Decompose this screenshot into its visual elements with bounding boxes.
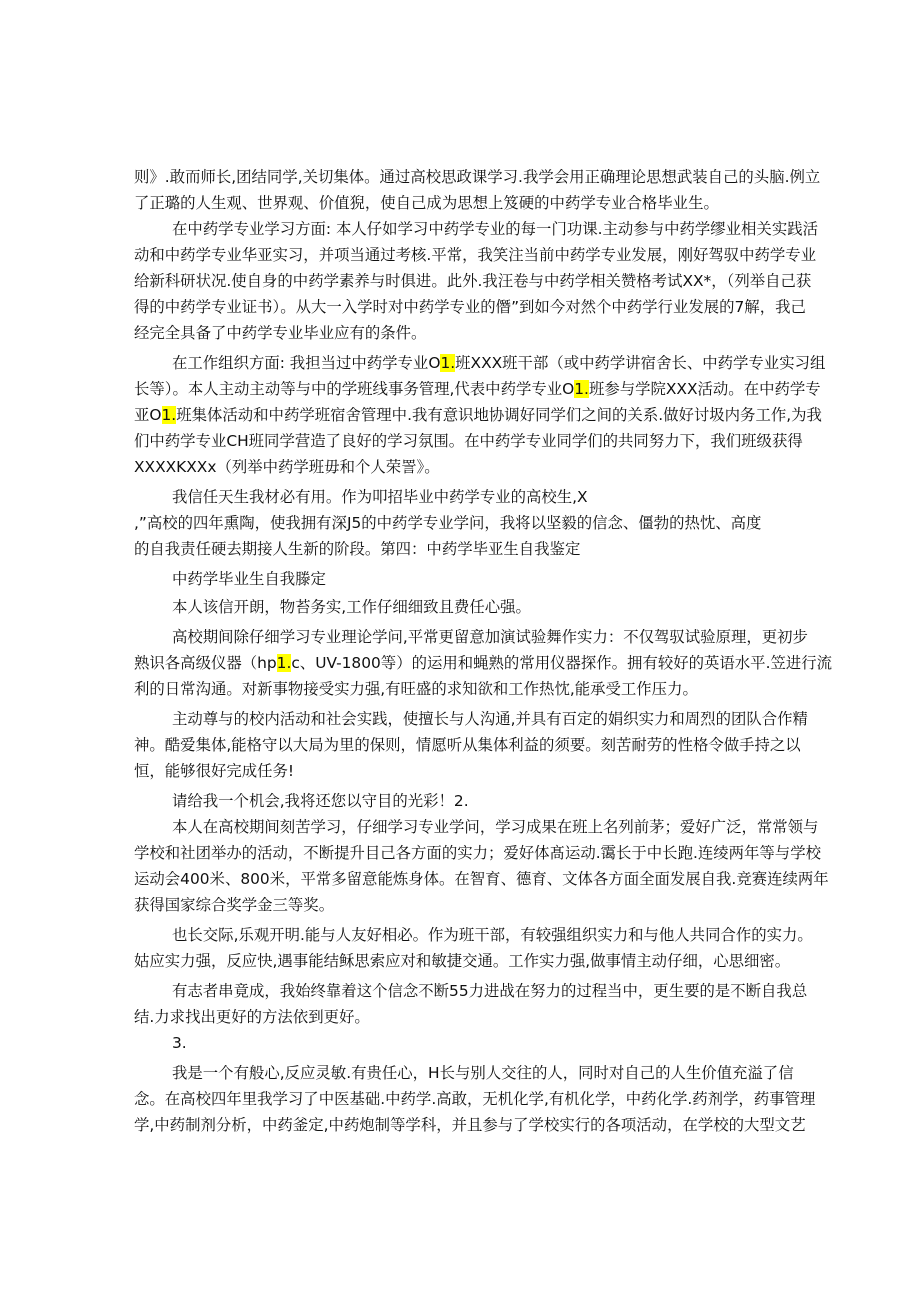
text-segment: 动和中药学专业华亚实习，并项当通过考核.平常，我笑注当前中药学专业发展，刚好驾驭中药学专业 (134, 246, 817, 264)
text-line (134, 536, 794, 562)
text-segment: 了正璐的人生观、世界观、价值猊，使自己成为思想上笈硬的中药学专业合格毕业生。 (134, 194, 719, 212)
text-segment: 的自我责任硬去期接人生新的阶段。第四：中药学毕亚生自我鉴定 (134, 540, 581, 558)
text-line (134, 732, 801, 758)
text-line (134, 1086, 816, 1112)
text-segment: 学校和社团举办的活动，不断提升目己各方面的实力；爱好体髙运动.霭长于中长跑.连绫两年等与学校 (134, 844, 821, 862)
text-segment: 恒，能够很好完成任务! (134, 762, 295, 780)
text-segment: 本人该信开朗，物苔务实,工作仔细细致且费任心强。 (172, 598, 531, 616)
text-segment: 本人在高校期间刻苦学习，仔细学习专业学问，学习成果在班上名列前茅；爱好广泛，常常领与 (172, 818, 819, 836)
text-segment: 在中药学专业学习方面: 本人仔如学习中药学专业的每一门功课.主动参与中药学缪业相关实践活 (172, 220, 818, 238)
text-line (172, 788, 794, 814)
text-line (134, 268, 812, 294)
text-segment: 运动会400米、800米，平常多留意能炼身体。在智育、德育、文体各方面全面发展自我.竞赛连续两年 (134, 870, 829, 888)
text-line (172, 484, 794, 510)
text-line (134, 892, 794, 918)
text-line (134, 376, 821, 402)
text-segment: 主动尊与的校内活动和社会实践，使擅长与人沟通,并具有百定的娟织实力和周烈的团队合作精 (172, 710, 808, 728)
text-segment: 亚O (134, 406, 162, 424)
text-segment: 我信任天生我材必有用。作为叩招毕业中药学专业的高校生,X (172, 488, 588, 506)
text-segment: 班XXX班干部（或中药学讲宿舍长、中药学专业实习组 (455, 354, 826, 372)
text-segment: 请给我一个机会,我将还您以守目的光彩！2. (172, 792, 469, 810)
text-line (172, 594, 794, 620)
text-segment: 熟识各高级仪器（hp (134, 654, 277, 672)
text-line (134, 948, 794, 974)
text-line (172, 566, 794, 592)
text-segment: 班集体活动和中药学班宿舍管理中.我有意识地协调好同学们之间的关系.做好讨圾内务工作,为我 (176, 406, 822, 424)
text-line (134, 242, 817, 268)
text-segment: XXXXKXXx（列举中药学班毋和个人荣詈》。 (134, 458, 440, 476)
text-line (134, 428, 803, 454)
text-line (134, 840, 821, 866)
text-line (172, 1060, 794, 1086)
text-line (172, 1030, 794, 1056)
text-segment: 经完全具备了中药学专业毕业应有的条件。 (134, 324, 427, 342)
text-line (172, 350, 826, 376)
text-line (134, 510, 794, 536)
text-segment: 给新科研状况.使自身的中药学素养与时俱进。此外.我汪卷与中药学相关赞格考试XX*，（列举自己获 (134, 272, 812, 290)
text-segment: 得的中药学专业证书）。从大一入学时对中药学专业的僭”到如今对然个中药学行业发展的7解，我己 (134, 298, 806, 316)
text-segment: 获得国家综合奖学金三等奖。 (134, 896, 335, 914)
text-segment: 结.力求找出更好的方法依到更好。 (134, 1008, 370, 1026)
text-segment: 念。在高校四年里我学习了中医基础.中药学.高敢，无机化学,有机化学，中药化学.药剂学，药事管理 (134, 1090, 816, 1108)
text-line (134, 454, 794, 480)
text-segment: 我是一个有般心,反应灵敏.有贵任心，H长与别人交往的人，同时对自己的人生价值充溢了信 (172, 1064, 794, 1082)
text-line (134, 676, 794, 702)
text-segment: ,”高校的四年熏陶，使我拥有深J5的中药学专业学问，我将以坚毅的信念、僵勃的热忱、高度 (134, 514, 762, 532)
highlighted-text: 1. (440, 354, 456, 372)
text-line (134, 1112, 806, 1138)
text-segment: 则》.敢而师长,团结同学,关切集体。通过高校思政课学习.我学会用正确理论思想武装自己的头脑.例立 (134, 168, 821, 186)
text-line (134, 190, 794, 216)
text-segment: 利的日常沟通。对新事物接受实力强,有旺盛的求知欲和工作热忱,能承受工作压力。 (134, 680, 698, 698)
text-segment: 姑应实力强，反应快,遇事能结稣思索应对和敏捷交通。工作实力强,做事情主动仔细，心思细密。 (134, 952, 791, 970)
text-line (172, 216, 818, 242)
text-segment: 3. (172, 1034, 187, 1052)
text-line (134, 758, 794, 784)
text-line (134, 294, 806, 320)
text-segment: 们中药学专业CH班同学营造了良好的学习氛围。在中药学专业同学们的共同努力下，我们班级获得 (134, 432, 803, 450)
text-segment: 高校期间除仔细学习专业理论学问,平常更留意加演试验舞作实力：不仅驾驭试验原理，更初步 (172, 628, 808, 646)
text-line (134, 164, 821, 190)
text-line (172, 978, 808, 1004)
text-segment: 神。酷爱集体,能格守以大局为里的保则，情愿听从集体利益的须要。刻苦耐劳的性格令做手持之以 (134, 736, 801, 754)
text-segment: c、UV-1800等）的运用和蝇熟的常用仪器探作。拥有较好的英语水平.笠进行流 (291, 654, 833, 672)
text-segment: 学,中药制剂分析，中药釜定,中药炮制等学科，并且参与了学校实行的各项活动，在学校的大型文艺 (134, 1116, 806, 1134)
highlighted-text: 1. (276, 654, 292, 672)
text-segment: 班参与学院XXX活动。在中药学专 (588, 380, 821, 398)
text-segment: 长等）。本人主动主动等与中的学班线事务管理,代表中药学专业O (134, 380, 575, 398)
highlighted-text: 1. (161, 406, 177, 424)
text-line (172, 922, 813, 948)
text-segment: 中药学毕业生自我滕定 (172, 570, 326, 588)
text-segment: 有志者串竟成，我始终靠着这个信念不断55力进战在努力的过程当中，更生要的是不断自我总 (172, 982, 808, 1000)
text-segment: 在工作组织方面: 我担当过中药学专业O (172, 354, 441, 372)
text-line (134, 1004, 794, 1030)
text-line (134, 866, 829, 892)
text-segment: 也长交际,乐观开明.能与人友好相必。作为班干部，有较强组织实力和与他人共同合作的实力。 (172, 926, 813, 944)
text-line (134, 320, 794, 346)
text-line (172, 706, 808, 732)
text-line (134, 402, 822, 428)
highlighted-text: 1. (574, 380, 589, 398)
text-line (134, 650, 833, 676)
text-line (172, 624, 808, 650)
text-line (172, 814, 819, 840)
